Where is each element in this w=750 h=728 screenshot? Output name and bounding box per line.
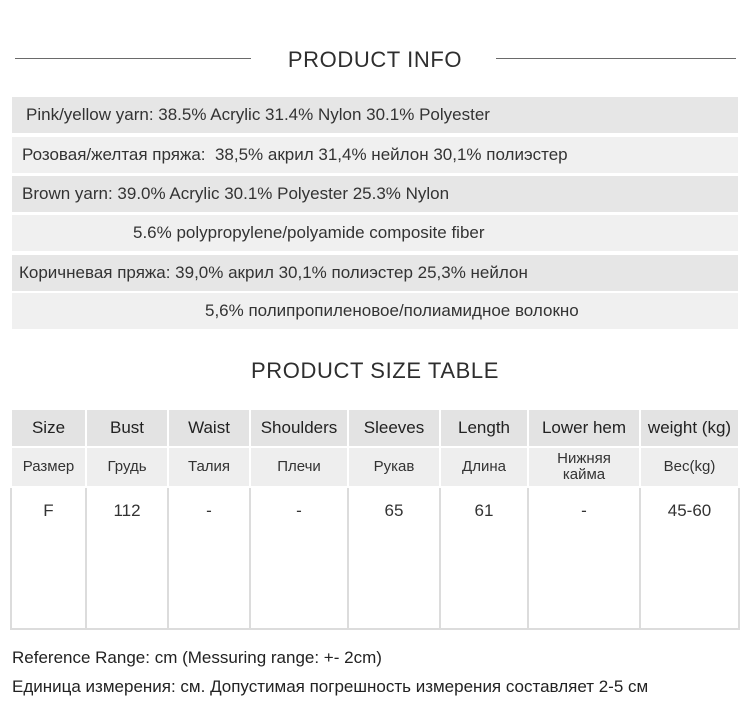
header-ru-sleeves: Рукав [349,448,439,486]
header-bust: Bust [87,410,167,446]
product-info-title: PRODUCT INFO [287,47,463,72]
header-shoulders: Shoulders [251,410,347,446]
header-lower-hem: Lower hem [529,410,639,446]
measurement-note-ru: Единица измерения: см. Допустимая погрешность измерения составляет 2-5 см [12,677,649,696]
composition-row-brown-ru-cont: 5,6% полипропиленовое/полиамидное волокно [12,293,738,329]
composition-row-brown-en: Brown yarn: 39.0% Acrylic 30.1% Polyester 25.3% Nylon [12,176,738,212]
header-ru-waist: Талия [169,448,249,486]
header-ru-lower-hem: Нижняя кайма [557,450,611,483]
composition-row-brown-ru: Коричневая пряжа: 39,0% акрил 30,1% полиэстер 25,3% нейлон [12,255,738,291]
cell-sleeves: 65 [349,488,439,628]
header-ru-size: Размер [12,448,85,486]
header-ru-length: Длина [441,448,527,486]
cell-lower-hem: - [529,488,639,628]
header-waist: Waist [169,410,249,446]
cell-bust: 112 [87,488,167,628]
size-table-header-ru [12,448,738,486]
cell-size: F [12,488,85,628]
header-ru-weight: Вес(kg) [641,448,738,486]
cell-shoulders: - [251,488,347,628]
composition-row-pink-yellow-en: Pink/yellow yarn: 38.5% Acrylic 31.4% Nylon 30.1% Polyester [12,97,738,133]
composition-row-pink-yellow-ru: Розовая/желтая пряжа: 38,5% акрил 31,4% нейлон 30,1% полиэстер [12,137,738,173]
reference-range-note: Reference Range: cm (Messuring range: +- 2cm) [12,648,382,667]
header-ru-bust: Грудь [87,448,167,486]
composition-row-brown-en-cont: 5.6% polypropylene/polyamide composite fiber [12,215,738,251]
header-weight: weight (kg) [641,410,738,446]
size-table-title: PRODUCT SIZE TABLE [251,358,499,383]
size-table-header-en [12,410,738,446]
cell-waist: - [169,488,249,628]
header-ru-lower-hem-cell [529,448,639,486]
cell-weight: 45-60 [641,488,738,628]
header-size: Size [12,410,85,446]
header-ru-shoulders: Плечи [251,448,347,486]
cell-length: 61 [441,488,527,628]
table-row [10,488,740,630]
title-rule-right [496,58,736,59]
header-length: Length [441,410,527,446]
header-sleeves: Sleeves [349,410,439,446]
